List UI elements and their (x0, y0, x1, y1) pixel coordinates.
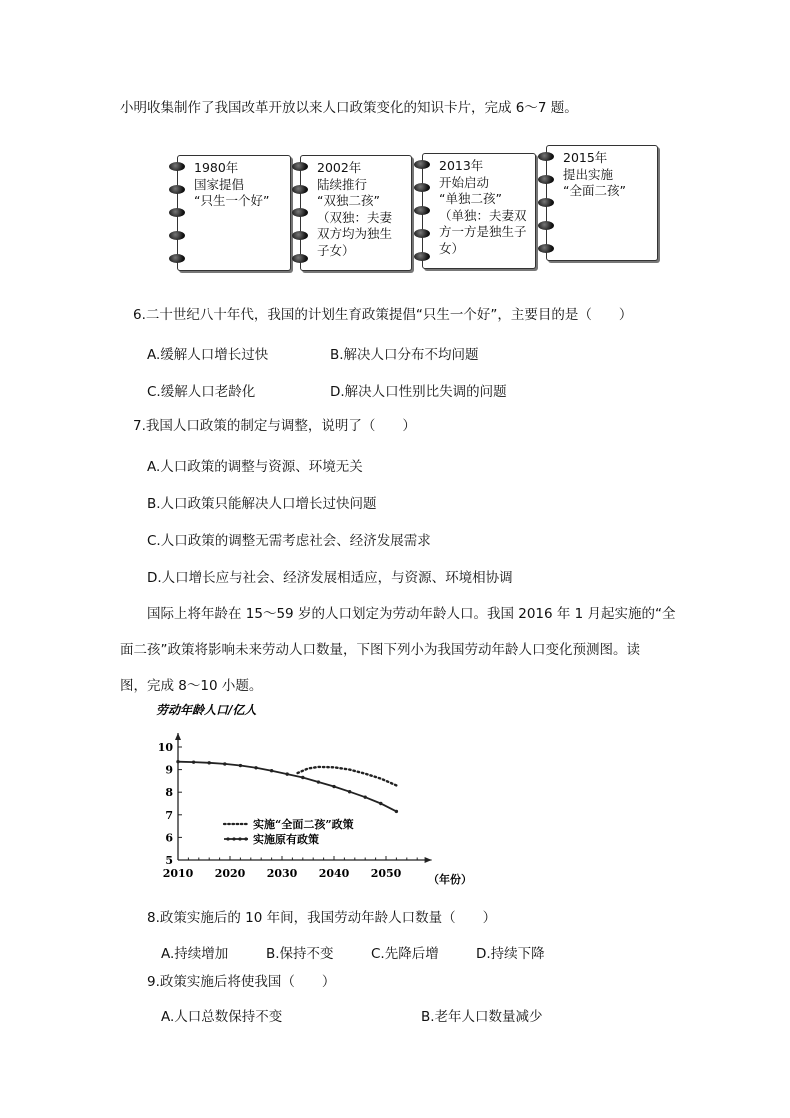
passage-line-2: 面二孩”政策将影响未来劳动人口数量，下图下列小为我国劳动年龄人口变化预测图。读 (120, 642, 640, 658)
passage-line-1: 国际上将年龄在 15～59 岁的人口划定为劳动年龄人口。我国 2016 年 1 月起实施的“全 (147, 606, 676, 622)
q8-option-c[interactable]: C.先降后增 (371, 946, 439, 962)
y-tick-label: 6 (165, 831, 173, 845)
q7-option-d[interactable]: D.人口增长应与社会、经济发展相适应，与资源、环境相协调 (147, 570, 513, 586)
data-point (176, 760, 179, 763)
card-1980 (177, 155, 291, 271)
labor-population-chart (150, 700, 490, 895)
q6-option-b[interactable]: B.解决人口分布不均问题 (330, 347, 479, 363)
q8-option-b[interactable]: B.保持不变 (266, 946, 334, 962)
data-point (239, 764, 242, 767)
data-point (348, 790, 351, 793)
x-tick-label: 2020 (214, 867, 246, 880)
data-point (332, 785, 335, 788)
data-point (317, 780, 320, 783)
data-point (192, 760, 195, 763)
legend (224, 817, 354, 846)
x-tick-label: 2030 (266, 867, 298, 880)
y-tick-label: 7 (165, 808, 173, 822)
data-point (395, 810, 398, 813)
legend-label-old-policy: 实施原有政策 (253, 833, 319, 846)
q7-option-c[interactable]: C.人口政策的调整无需考虑社会、经济发展需求 (147, 533, 431, 549)
x-tick-label: 2050 (370, 867, 402, 880)
binder-rings (169, 162, 187, 277)
q6-stem: 6.二十世纪八十年代，我国的计划生育政策提倡“只生一个好”，主要目的是（ ） (133, 307, 633, 323)
q7-option-b[interactable]: B.人口政策只能解决人口增长过快问题 (147, 496, 377, 512)
binder-rings (292, 162, 310, 277)
q7-stem: 7.我国人口政策的制定与调整，说明了（ ） (133, 418, 416, 434)
chart-svg (150, 700, 490, 895)
x-axis-label: （年份） (428, 873, 472, 886)
data-point (270, 769, 273, 772)
intro-text: 小明收集制作了我国改革开放以来人口政策变化的知识卡片，完成 6～7 题。 (120, 100, 578, 116)
x-tick-label: 2010 (162, 867, 194, 880)
passage-line-3: 图，完成 8～10 小题。 (120, 678, 263, 694)
legend-label-new-policy: 实施“全面二孩”政策 (253, 818, 354, 831)
x-tick-label: 2040 (318, 867, 350, 880)
q9-stem: 9.政策实施后将使我国（ ） (147, 974, 336, 990)
card-text: 2015年 提出实施 “全面二孩” (563, 150, 626, 198)
q9-option-b[interactable]: B.老年人口数量减少 (421, 1009, 543, 1025)
knowledge-cards (172, 143, 672, 283)
q6-option-c[interactable]: C.缓解人口老龄化 (147, 384, 256, 400)
data-point (223, 762, 226, 765)
data-point (254, 766, 257, 769)
q8-stem: 8.政策实施后的 10 年间，我国劳动年龄人口数量（ ） (147, 910, 497, 926)
data-point (379, 802, 382, 805)
x-axis-arrow (425, 857, 432, 863)
y-axis-arrow (175, 733, 181, 740)
card-2015 (546, 145, 658, 261)
q8-option-d[interactable]: D.持续下降 (476, 946, 545, 962)
q6-option-a[interactable]: A.缓解人口增长过快 (147, 347, 269, 363)
data-point (364, 795, 367, 798)
card-text: 2002年 陆续推行 “双独二孩” （双独：夫妻 双方均为独生 子女） (317, 160, 393, 258)
binder-rings (414, 160, 432, 275)
y-tick-label: 10 (157, 741, 173, 754)
data-point (208, 761, 211, 764)
q6-option-d[interactable]: D.解决人口性别比失调的问题 (330, 384, 507, 400)
series-line-new-policy (298, 767, 397, 786)
y-axis-label: 劳动年龄人口/亿人 (156, 703, 257, 717)
q9-option-a[interactable]: A.人口总数保持不变 (161, 1009, 283, 1025)
q8-option-a[interactable]: A.持续增加 (161, 946, 229, 962)
card-2002 (300, 155, 412, 271)
q7-option-a[interactable]: A.人口政策的调整与资源、环境无关 (147, 459, 363, 475)
card-2013 (422, 153, 536, 269)
data-point (301, 776, 304, 779)
card-text: 1980年 国家提倡 “只生一个好” (194, 160, 270, 208)
y-tick-label: 8 (165, 786, 173, 800)
data-point (286, 772, 289, 775)
binder-rings (538, 152, 556, 267)
y-tick-label: 5 (165, 854, 173, 867)
y-tick-label: 9 (165, 763, 173, 777)
card-text: 2013年 开始启动 “单独二孩” （单独：夫妻双 方一方是独生子 女） (439, 158, 527, 256)
series-line-old-policy (178, 762, 396, 812)
